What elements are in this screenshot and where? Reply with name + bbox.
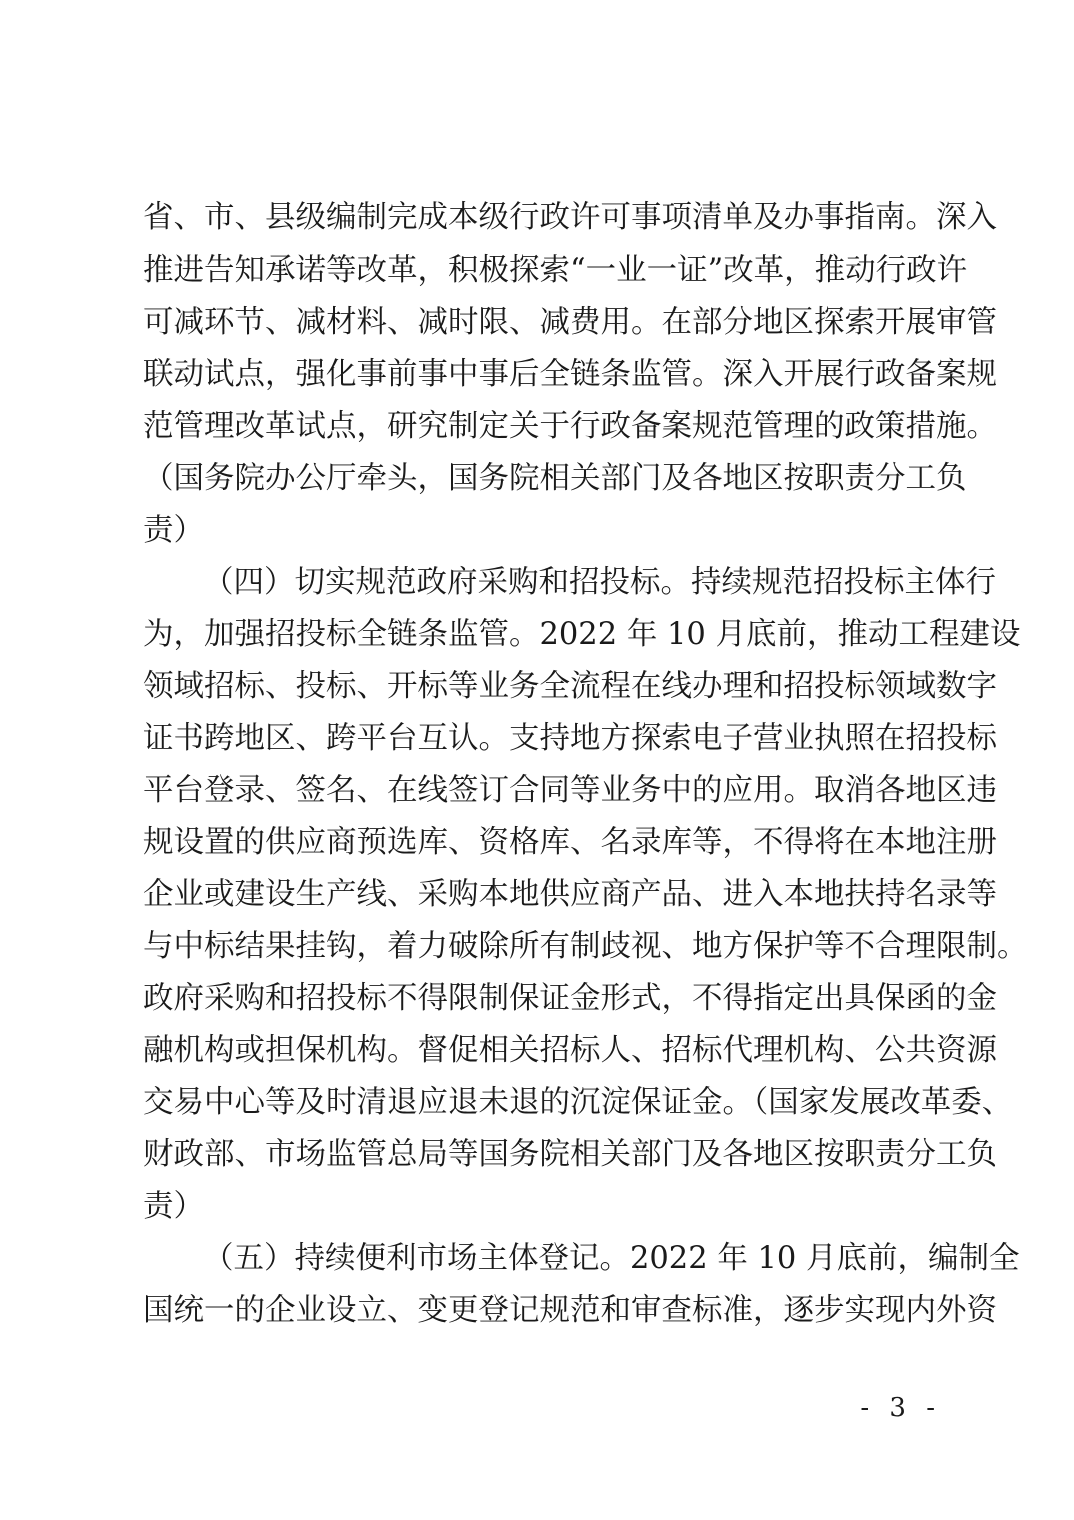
text-line: 证书跨地区、跨平台互认。支持地方探索电子营业执照在招投标 [143, 721, 997, 756]
text-line: 推进告知承诺等改革，积极探索“一业一证”改革，推动行政许 [143, 253, 968, 288]
text-line: 省、市、县级编制完成本级行政许可事项清单及办事指南。深入 [143, 200, 997, 235]
text-line: 可减环节、减材料、减时限、减费用。在部分地区探索开展审管 [143, 305, 997, 340]
page-number: - 3 - [860, 1393, 941, 1423]
text-line: 责） [143, 513, 204, 548]
text-line: 财政部、市场监管总局等国务院相关部门及各地区按职责分工负 [143, 1137, 997, 1172]
text-line: 责） [143, 1189, 204, 1224]
text-line: 为，加强招投标全链条监管。2022 年 10 月底前，推动工程建设 [143, 617, 1021, 652]
text-line: 交易中心等及时清退应退未退的沉淀保证金。（国家发展改革委、 [143, 1085, 1013, 1120]
text-line: 范管理改革试点，研究制定关于行政备案规范管理的政策措施。 [143, 409, 997, 444]
text-line: 政府采购和招投标不得限制保证金形式，不得指定出具保函的金 [143, 981, 997, 1016]
text-line: 融机构或担保机构。督促相关招标人、招标代理机构、公共资源 [143, 1033, 997, 1068]
paragraph-heading-5: （五）持续便利市场主体登记。2022 年 10 月底前，编制全 [203, 1241, 1020, 1276]
text-line: 企业或建设生产线、采购本地供应商产品、进入本地扶持名录等 [143, 877, 997, 912]
text-line: 领域招标、投标、开标等业务全流程在线办理和招投标领域数字 [143, 669, 997, 704]
text-line: （国务院办公厅牵头，国务院相关部门及各地区按职责分工负 [143, 461, 967, 496]
text-line: 与中标结果挂钩，着力破除所有制歧视、地方保护等不合理限制。 [143, 929, 1028, 964]
paragraph-heading-4: （四）切实规范政府采购和招投标。持续规范招投标主体行 [203, 565, 996, 600]
text-line: 国统一的企业设立、变更登记规范和审查标准，逐步实现内外资 [143, 1293, 997, 1328]
text-line: 平台登录、签名、在线签订合同等业务中的应用。取消各地区违 [143, 773, 997, 808]
text-line: 规设置的供应商预选库、资格库、名录库等，不得将在本地注册 [143, 825, 997, 860]
text-line: 联动试点，强化事前事中事后全链条监管。深入开展行政备案规 [143, 357, 997, 392]
